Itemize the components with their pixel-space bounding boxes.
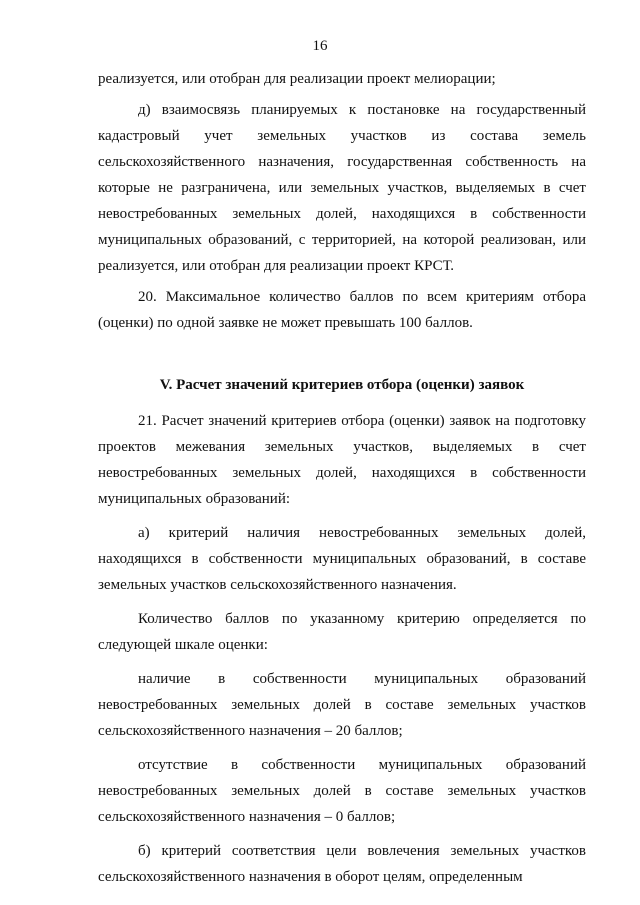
paragraph-item-a: а) критерий наличия невостребованных земельных долей, находящихся в собственности муниципальных образований, в составе земельных участков сельскохозяйственного назначения. (98, 525, 586, 593)
paragraph-21: 21. Расчет значений критериев отбора (оценки) заявок на подготовку проектов межевания земельных участков, выделяемых в счет невостребованных земельных долей, находящихся в собственности муниципальных образований: (98, 413, 586, 507)
paragraph-scale-presence: наличие в собственности муниципальных образований невостребованных земельных долей в составе земельных участков сельскохозяйственного назначения – 20 баллов; (98, 671, 586, 739)
paragraph-continuation: реализуется, или отобран для реализации проект мелиорации; (98, 71, 496, 87)
section-heading: V. Расчет значений критериев отбора (оценки) заявок (159, 377, 525, 393)
paragraph-scale-intro: Количество баллов по указанному критерию определяется по следующей шкале оценки: (98, 611, 586, 653)
paragraph-scale-absence: отсутствие в собственности муниципальных образований невостребованных земельных долей в составе земельных участков сельскохозяйственного назначения – 0 баллов; (98, 757, 586, 825)
paragraph-item-d: д) взаимосвязь планируемых к постановке на государственный кадастровый учет земельных участков из состава земель сельскохозяйственного назначения, государственная собственность на которые не разграничена, или земельных участков, выделяемых в счет невостребованных земельных долей, находящихся в собственности муниципальных образований, с территорией, на которой реализован, или реализуется, или отобран для реализации проект КРСТ. (98, 102, 586, 274)
page-number: 16 (312, 38, 328, 54)
paragraph-20: 20. Максимальное количество баллов по всем критериям отбора (оценки) по одной заявке не может превышать 100 баллов. (98, 289, 586, 331)
document-body (98, 66, 586, 890)
paragraph-item-b: б) критерий соответствия цели вовлечения земельных участков сельскохозяйственного назначения в оборот целям, определенным (98, 843, 586, 885)
